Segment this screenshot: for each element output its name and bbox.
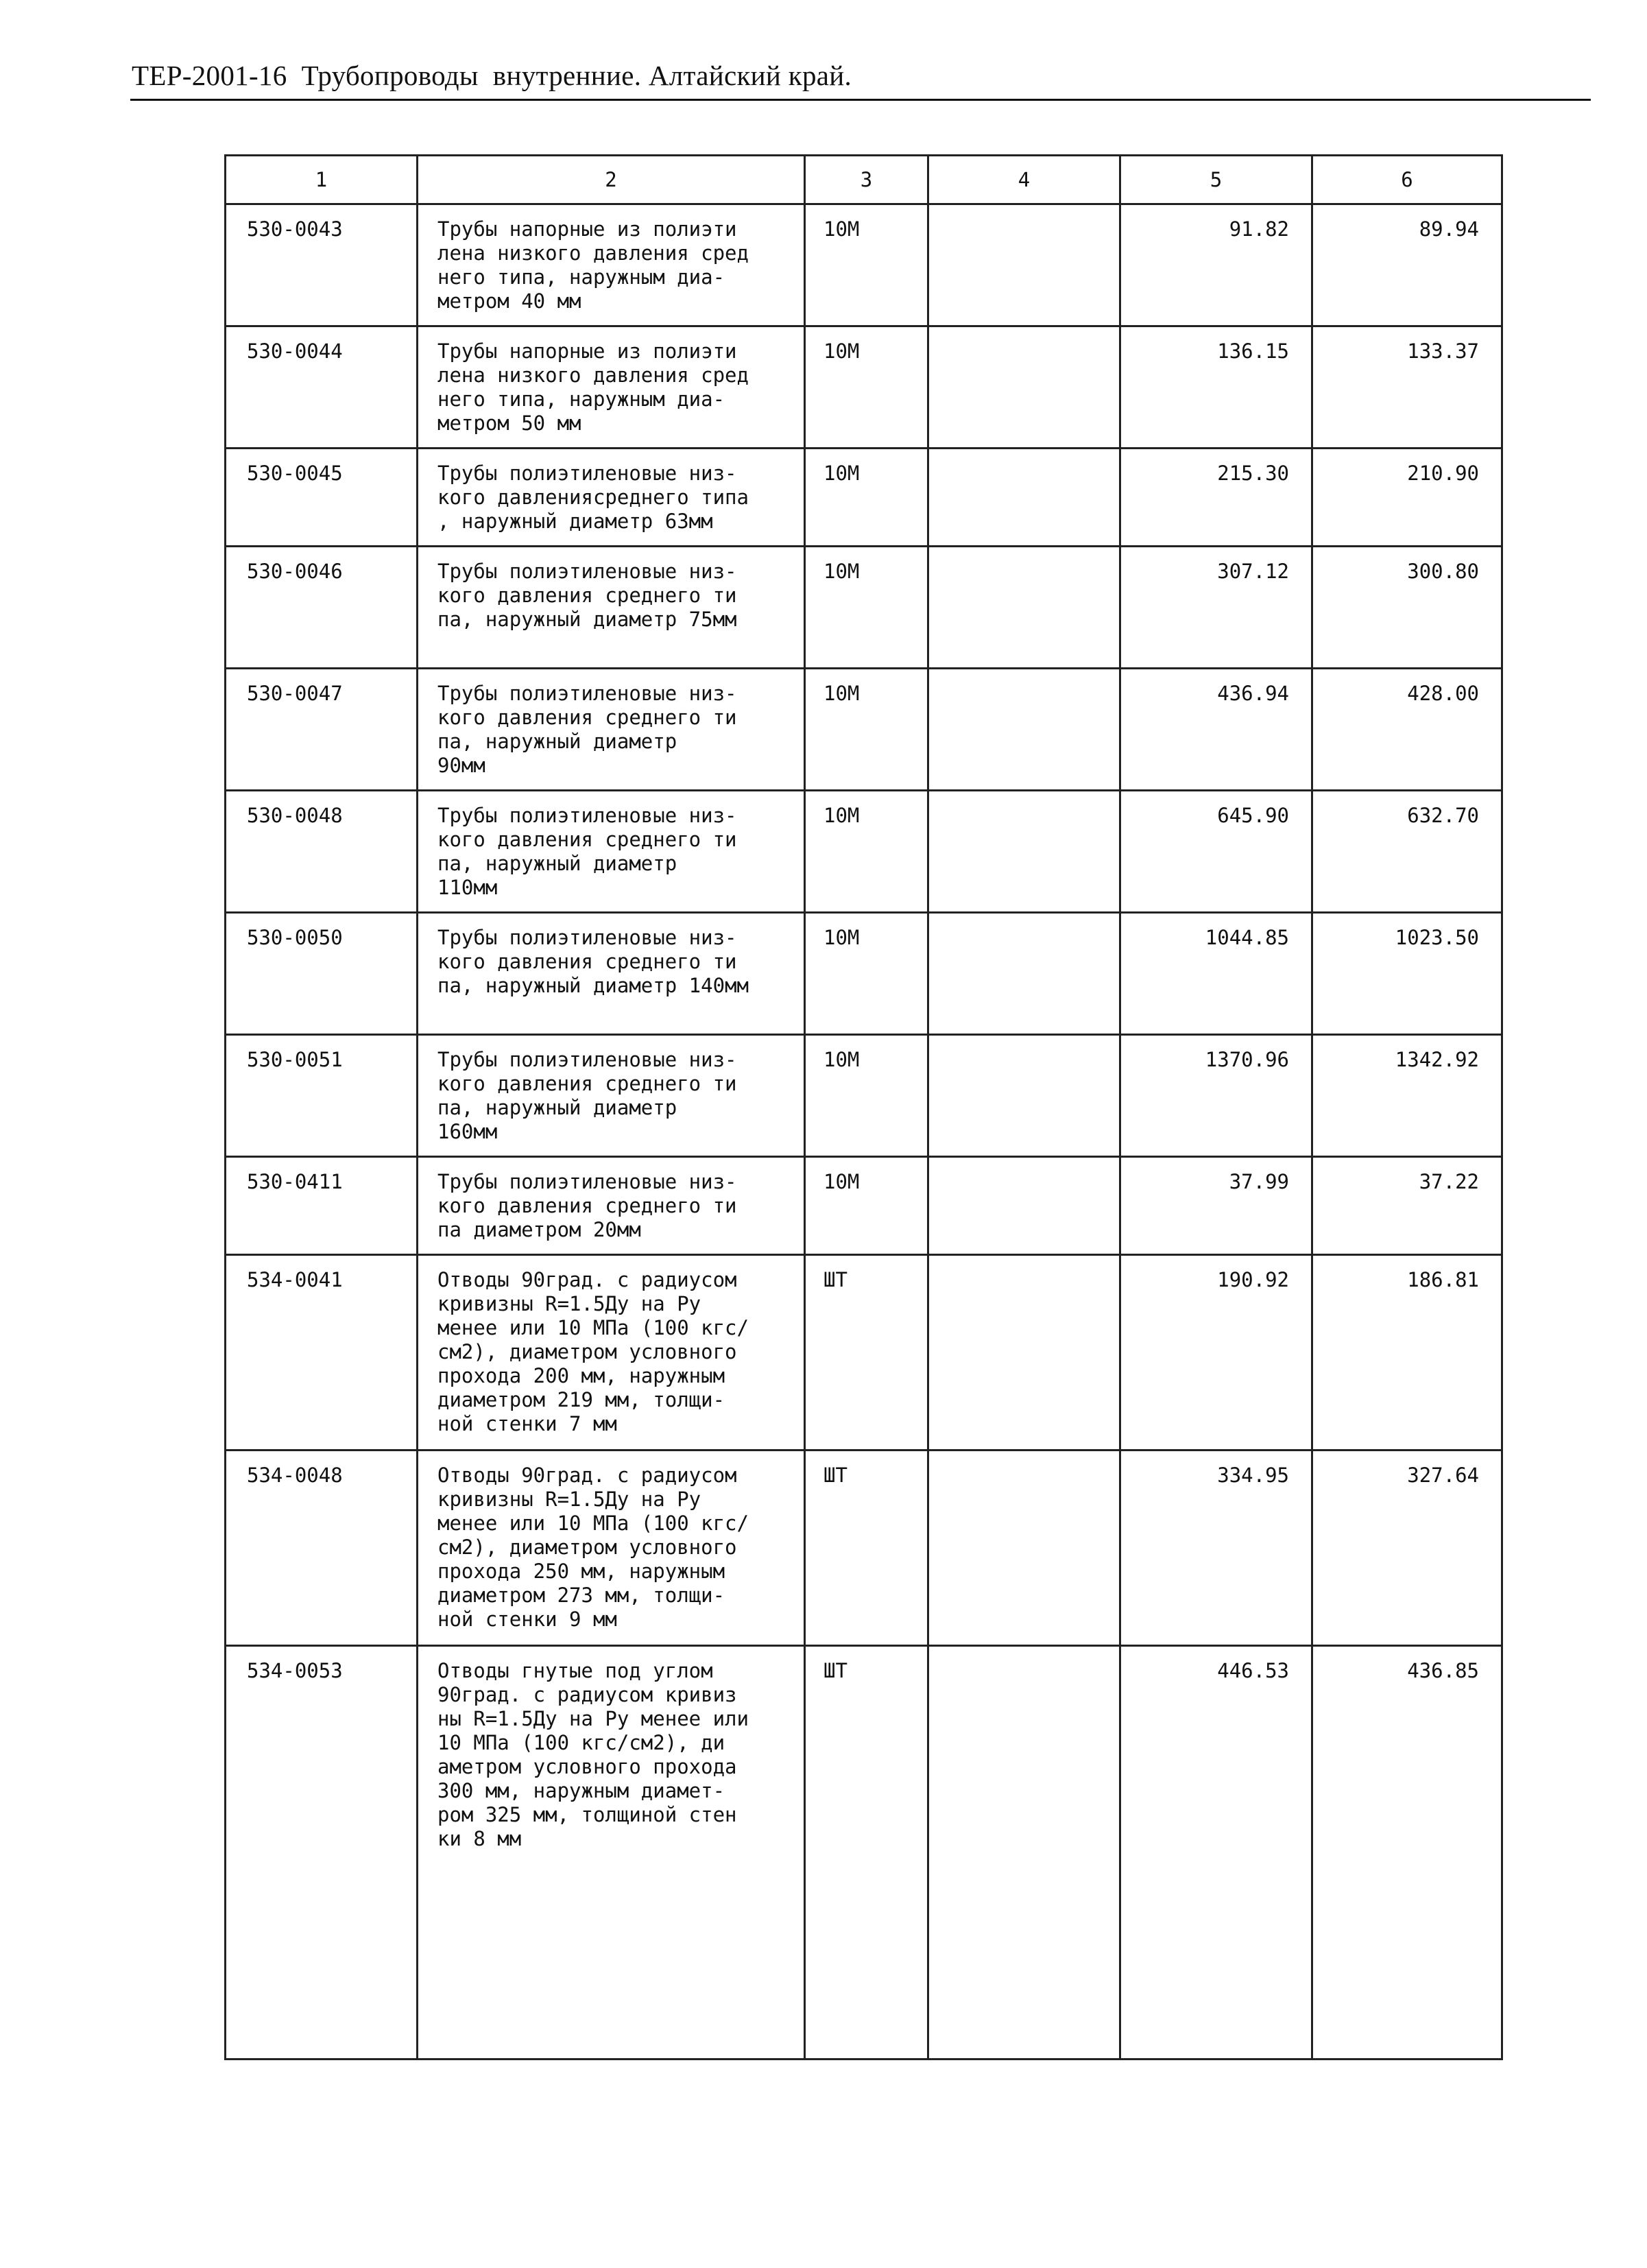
column-4-cell: [928, 1255, 1120, 1451]
price-column-6: 327.64: [1312, 1451, 1502, 1646]
resource-name: Отводы гнутые под углом 90град. с радиусом кривиз ны R=1.5Ду на Ру менее или 10 МПа (100 кгс/см2), ди аметром условного прохода 300 мм, наружным диамет- ром 325 мм, толщиной стен ки 8 мм: [418, 1646, 805, 2060]
resource-name: Трубы полиэтиленовые низ- кого давления среднего ти па диаметром 20мм: [418, 1157, 805, 1255]
column-4-cell: [928, 669, 1120, 791]
price-column-5: 1044.85: [1120, 913, 1312, 1035]
price-column-5: 37.99: [1120, 1157, 1312, 1255]
resource-name: Трубы напорные из полиэти лена низкого давления сред него типа, наружным диа- метром 50 мм: [418, 326, 805, 449]
price-column-5: 645.90: [1120, 791, 1312, 913]
price-column-5: 1370.96: [1120, 1035, 1312, 1157]
resource-code: 530-0046: [226, 547, 418, 669]
resource-name: Отводы 90град. с радиусом кривизны R=1.5Ду на Ру менее или 10 МПа (100 кгс/ см2), диаметром условного прохода 200 мм, наружным диаметром 219 мм, толщи- ной стенки 7 мм: [418, 1255, 805, 1451]
table-row: [226, 204, 1502, 326]
resource-code: 530-0048: [226, 791, 418, 913]
column-4-cell: [928, 1646, 1120, 2060]
price-column-6: 436.85: [1312, 1646, 1502, 2060]
table-row: [226, 449, 1502, 547]
column-header: 3: [805, 156, 928, 204]
resource-code: 530-0050: [226, 913, 418, 1035]
price-column-6: 300.80: [1312, 547, 1502, 669]
column-4-cell: [928, 913, 1120, 1035]
unit: ШТ: [805, 1646, 928, 2060]
unit: 10М: [805, 326, 928, 449]
header-divider: [130, 99, 1591, 101]
table-row: [226, 791, 1502, 913]
column-header: 2: [418, 156, 805, 204]
price-column-6: 89.94: [1312, 204, 1502, 326]
resource-code: 534-0048: [226, 1451, 418, 1646]
table-row: [226, 1451, 1502, 1646]
resource-name: Отводы 90град. с радиусом кривизны R=1.5Ду на Ру менее или 10 МПа (100 кгс/ см2), диаметром условного прохода 250 мм, наружным диаметром 273 мм, толщи- ной стенки 9 мм: [418, 1451, 805, 1646]
resource-code: 530-0047: [226, 669, 418, 791]
table-row: [226, 1255, 1502, 1451]
column-header: 5: [1120, 156, 1312, 204]
unit: ШТ: [805, 1451, 928, 1646]
table-header-row: [226, 156, 1502, 204]
table-row: [226, 547, 1502, 669]
price-column-5: 91.82: [1120, 204, 1312, 326]
resource-name: Трубы полиэтиленовые низ- кого давления среднего ти па, наружный диаметр 140мм: [418, 913, 805, 1035]
resource-name: Трубы полиэтиленовые низ- кого давления среднего ти па, наружный диаметр 110мм: [418, 791, 805, 913]
price-column-6: 37.22: [1312, 1157, 1502, 1255]
unit: 10М: [805, 1157, 928, 1255]
column-header: 4: [928, 156, 1120, 204]
price-column-5: 446.53: [1120, 1646, 1312, 2060]
table-row: [226, 1157, 1502, 1255]
table-row: [226, 913, 1502, 1035]
table-row: [226, 326, 1502, 449]
unit: 10М: [805, 449, 928, 547]
price-column-5: 190.92: [1120, 1255, 1312, 1451]
resource-name: Трубы полиэтиленовые низ- кого давлениясреднего типа , наружный диаметр 63мм: [418, 449, 805, 547]
unit: 10М: [805, 913, 928, 1035]
price-column-5: 307.12: [1120, 547, 1312, 669]
resource-name: Трубы полиэтиленовые низ- кого давления среднего ти па, наружный диаметр 75мм: [418, 547, 805, 669]
column-4-cell: [928, 1035, 1120, 1157]
price-column-6: 1342.92: [1312, 1035, 1502, 1157]
price-column-5: 334.95: [1120, 1451, 1312, 1646]
unit: 10М: [805, 547, 928, 669]
unit: 10М: [805, 204, 928, 326]
resource-code: 530-0044: [226, 326, 418, 449]
resource-code: 530-0043: [226, 204, 418, 326]
unit: 10М: [805, 669, 928, 791]
resource-code: 530-0051: [226, 1035, 418, 1157]
resource-code: 534-0041: [226, 1255, 418, 1451]
resource-code: 534-0053: [226, 1646, 418, 2060]
unit: ШТ: [805, 1255, 928, 1451]
price-column-6: 133.37: [1312, 326, 1502, 449]
price-column-5: 436.94: [1120, 669, 1312, 791]
resource-name: Трубы напорные из полиэти лена низкого давления сред него типа, наружным диа- метром 40 мм: [418, 204, 805, 326]
table-body: [226, 204, 1502, 2060]
price-column-6: 632.70: [1312, 791, 1502, 913]
resource-code: 530-0045: [226, 449, 418, 547]
unit: 10М: [805, 791, 928, 913]
column-4-cell: [928, 791, 1120, 913]
price-table: [224, 154, 1503, 2060]
resource-name: Трубы полиэтиленовые низ- кого давления среднего ти па, наружный диаметр 160мм: [418, 1035, 805, 1157]
table-row: [226, 669, 1502, 791]
column-4-cell: [928, 326, 1120, 449]
table-row: [226, 1646, 1502, 2060]
column-4-cell: [928, 1157, 1120, 1255]
column-header: 6: [1312, 156, 1502, 204]
price-column-5: 215.30: [1120, 449, 1312, 547]
table-header: [226, 156, 1502, 204]
price-column-6: 210.90: [1312, 449, 1502, 547]
price-column-6: 428.00: [1312, 669, 1502, 791]
column-header: 1: [226, 156, 418, 204]
price-column-5: 136.15: [1120, 326, 1312, 449]
page-header-title: ТЕР-2001-16 Трубопроводы внутренние. Алтайский край.: [132, 60, 852, 91]
column-4-cell: [928, 547, 1120, 669]
resource-name: Трубы полиэтиленовые низ- кого давления среднего ти па, наружный диаметр 90мм: [418, 669, 805, 791]
column-4-cell: [928, 204, 1120, 326]
price-column-6: 186.81: [1312, 1255, 1502, 1451]
resource-code: 530-0411: [226, 1157, 418, 1255]
column-4-cell: [928, 449, 1120, 547]
unit: 10М: [805, 1035, 928, 1157]
table-row: [226, 1035, 1502, 1157]
price-column-6: 1023.50: [1312, 913, 1502, 1035]
column-4-cell: [928, 1451, 1120, 1646]
